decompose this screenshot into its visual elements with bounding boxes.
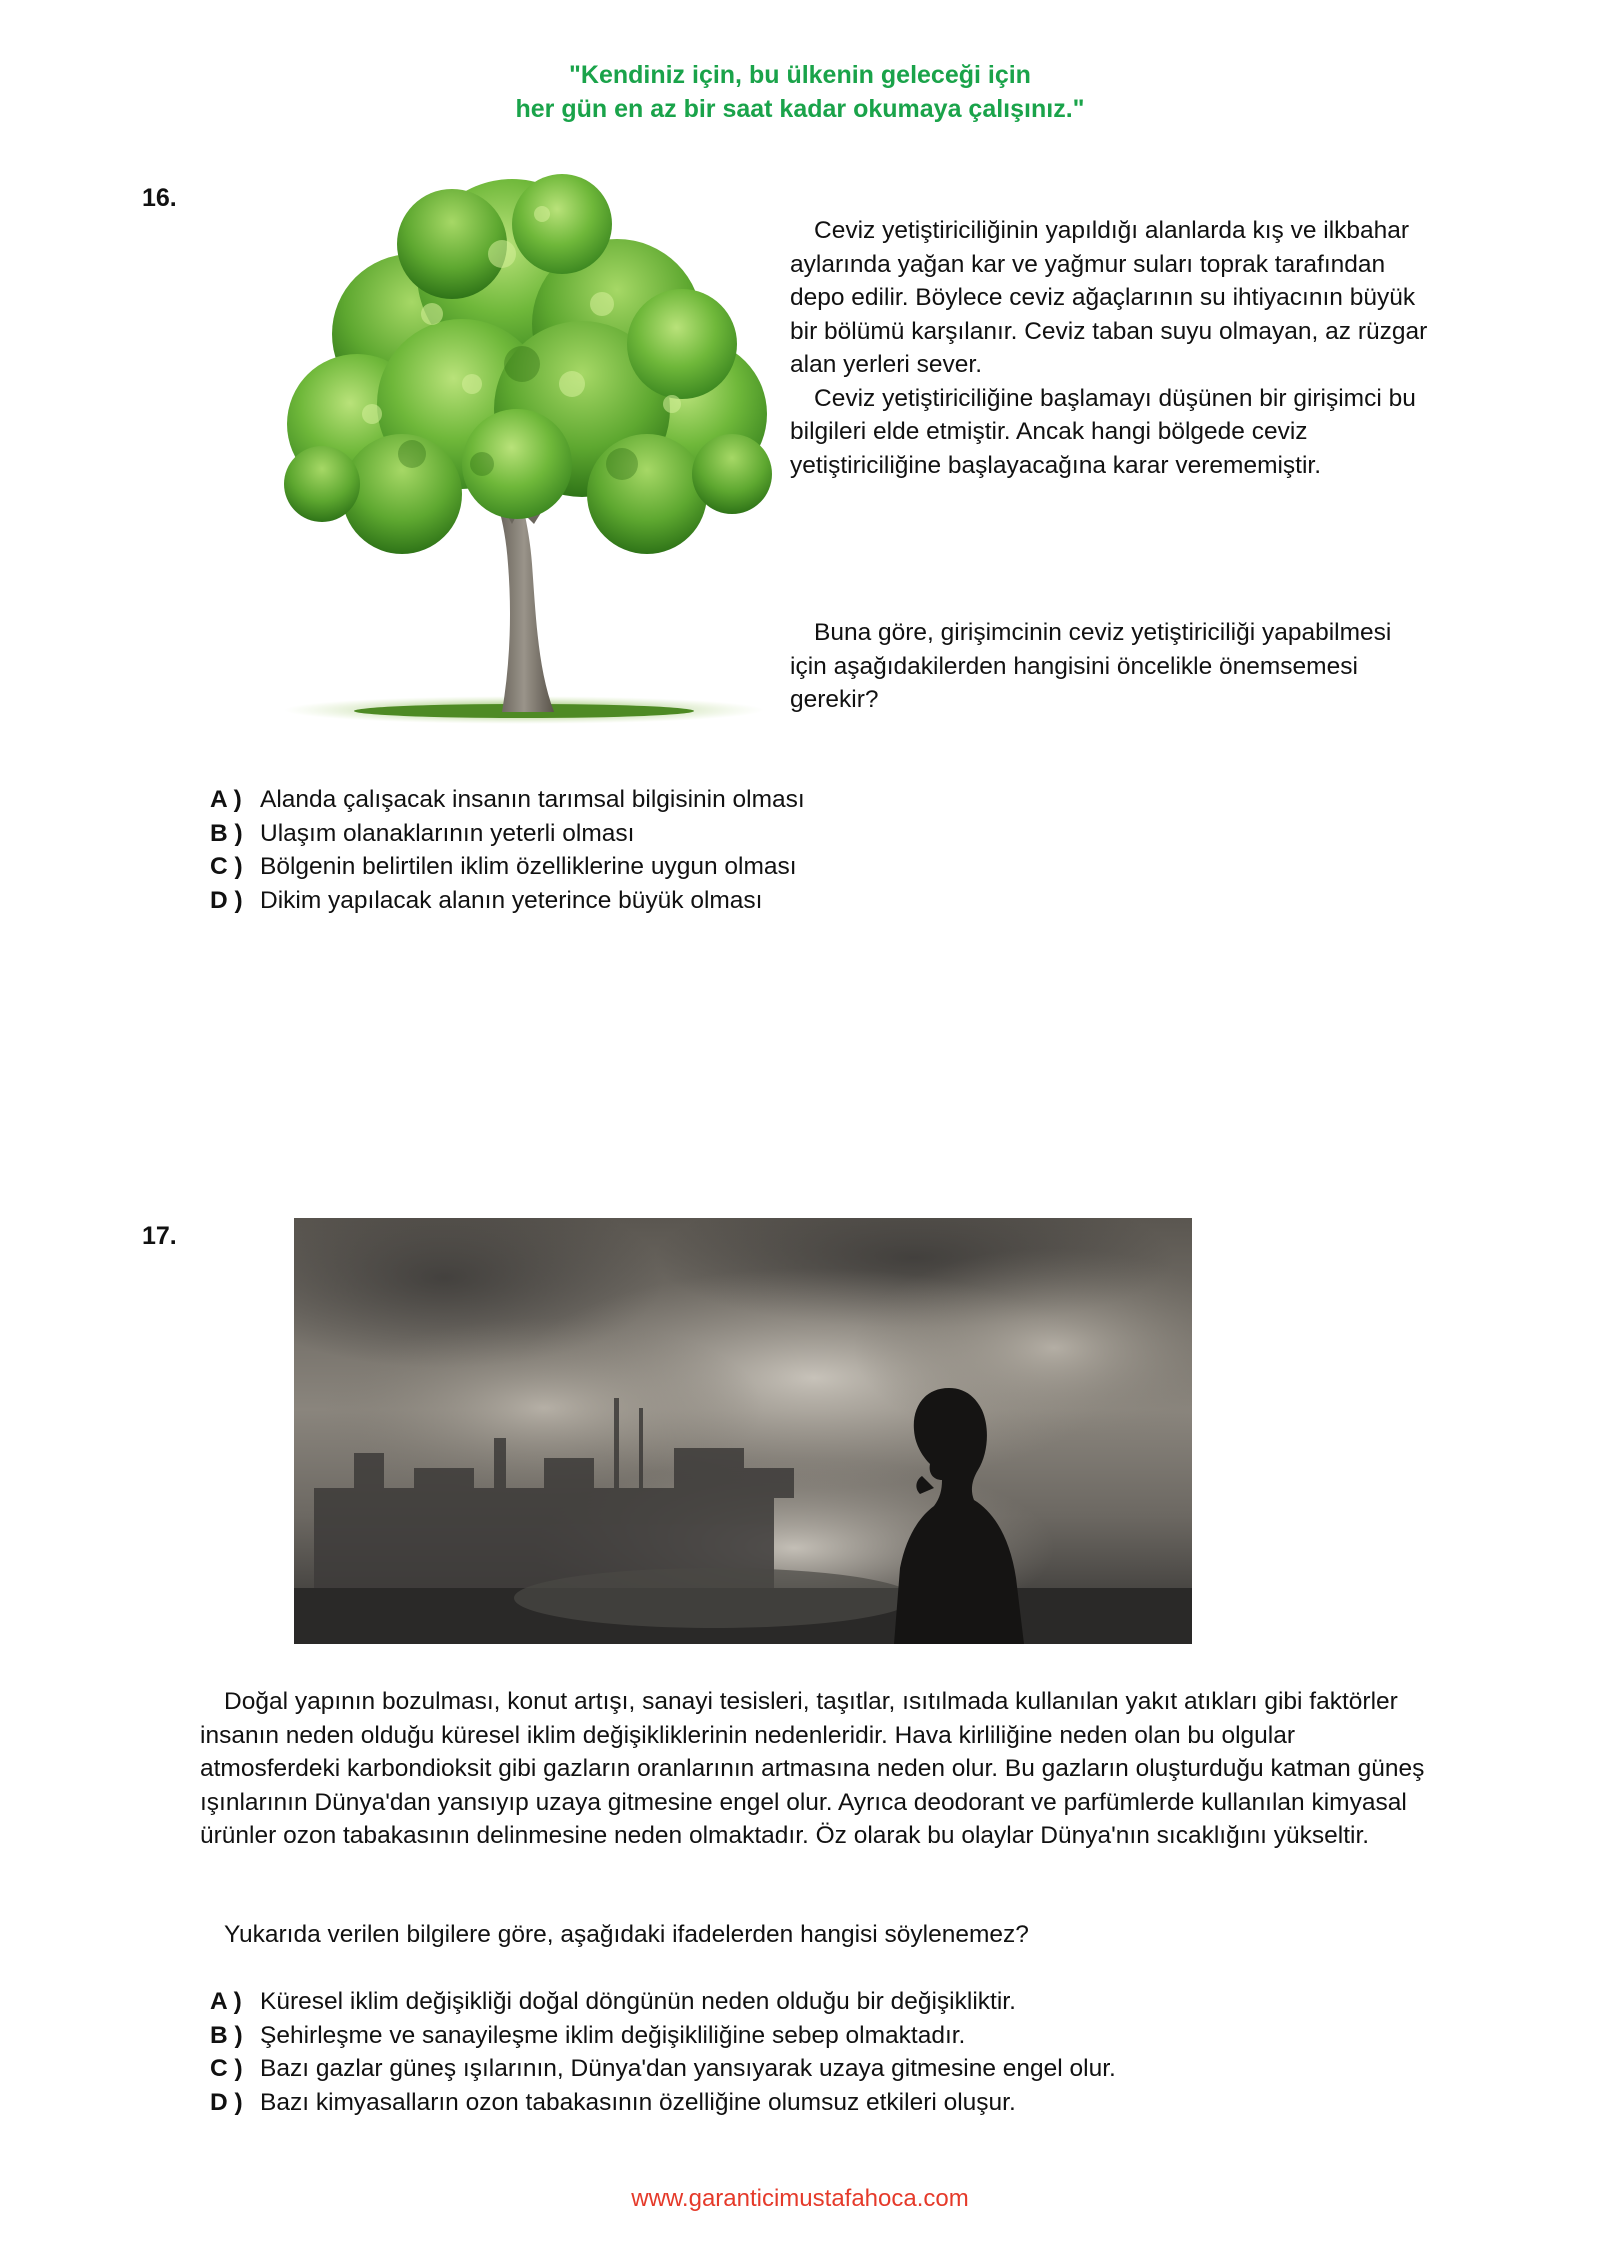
option-letter: A ): [210, 786, 242, 813]
option-c[interactable]: [210, 2052, 1116, 2086]
option-text: Küresel iklim değişikliği doğal döngünün neden olduğu bir değişikliktir.: [260, 1988, 1016, 2015]
question-17-prompt-block: [200, 1918, 1440, 1952]
header-quote-line-1: "Kendiniz için, bu ülkenin geleceği için: [569, 61, 1031, 89]
option-b[interactable]: [210, 817, 805, 851]
option-d[interactable]: [210, 2086, 1116, 2120]
walnut-tree-image: [262, 164, 782, 724]
question-16-paragraph-2: Ceviz yetiştiriciliğine başlamayı düşünen bir girişimci bu bilgileri elde etmiştir. Ancak hangi bölgede ceviz yetiştiriciliğine başlayacağına karar verememiştir.: [790, 384, 1416, 479]
header-quote-line-2: her gün en az bir saat kadar okumaya çalışınız.": [515, 95, 1085, 123]
option-c[interactable]: [210, 850, 805, 884]
option-a[interactable]: [210, 783, 805, 817]
option-letter: B ): [210, 2021, 243, 2049]
option-text: Şehirleşme ve sanayileşme iklim değişikliliğine sebep olmaktadır.: [260, 2021, 966, 2049]
option-d[interactable]: [210, 884, 805, 918]
air-pollution-image: [294, 1218, 1192, 1644]
question-16-options: [210, 783, 805, 917]
option-letter: C ): [210, 853, 243, 880]
option-letter: D ): [210, 886, 243, 914]
option-a[interactable]: [210, 1985, 1116, 2019]
option-letter: A ): [210, 1988, 242, 2015]
question-16-prompt-block: [790, 616, 1430, 717]
option-text: Dikim yapılacak alanın yeterince büyük olması: [260, 886, 763, 914]
question-17-paragraph: Doğal yapının bozulması, konut artışı, sanayi tesisleri, taşıtlar, ısıtılmada kullanılan yakıt atıkları gibi faktörler insanın neden olduğu küresel iklim değişikliklerinin nedenleridir. Hava kirliliğine neden olan bu olgular atmosferdeki karbondioksit gibi gazların oranlarının artmasına neden olur. Bu gazların oluşturduğu katman güneş ışınlarının Dünya'dan yansıyıp uzaya gitmesine engel olur. Ayrıca deodorant ve parfümlerde kullanılan kimyasal ürünler ozon tabakasının delinmesine neden olmaktadır. Öz olarak bu olaylar Dünya'nın sıcaklığını yükseltir.: [200, 1688, 1425, 1849]
option-text: Ulaşım olanaklarının yeterli olması: [260, 819, 635, 847]
question-17-number: 17.: [142, 1222, 177, 1250]
option-b[interactable]: [210, 2019, 1116, 2053]
question-16-paragraph-1: Ceviz yetiştiriciliğinin yapıldığı alanlarda kış ve ilkbahar aylarında yağan kar ve yağmur suları toprak tarafından depo edilir. Böylece ceviz ağaçlarının su ihtiyacının büyük bir bölümü karşılanır. Ceviz taban suyu olmayan, az rüzgar alan yerleri sever.: [790, 217, 1428, 378]
question-16-number: 16.: [142, 184, 177, 212]
question-17-prompt: Yukarıda verilen bilgilere göre, aşağıdaki ifadelerden hangisi söylenemez?: [224, 1921, 1029, 1948]
question-16-prompt: Buna göre, girişimcinin ceviz yetiştiriciliği yapabilmesi için aşağıdakilerden hangisini öncelikle önemsemesi gerekir?: [790, 619, 1392, 713]
option-text: Bazı gazlar güneş ışılarının, Dünya'dan yansıyarak uzaya gitmesine engel olur.: [260, 2055, 1116, 2082]
header-quote: [0, 58, 1600, 126]
option-text: Alanda çalışacak insanın tarımsal bilgisinin olması: [260, 786, 805, 813]
option-text: Bölgenin belirtilen iklim özelliklerine uygun olması: [260, 853, 797, 880]
option-letter: C ): [210, 2055, 243, 2082]
question-17-options: [210, 1985, 1116, 2119]
option-text: Bazı kimyasalların ozon tabakasının özelliğine olumsuz etkileri oluşur.: [260, 2088, 1016, 2116]
option-letter: D ): [210, 2088, 243, 2116]
question-17-passage: [200, 1685, 1440, 1853]
option-letter: B ): [210, 819, 243, 847]
footer-website-link[interactable]: www.garanticimustafahoca.com: [631, 2185, 969, 2212]
question-16-passage: [790, 214, 1440, 482]
